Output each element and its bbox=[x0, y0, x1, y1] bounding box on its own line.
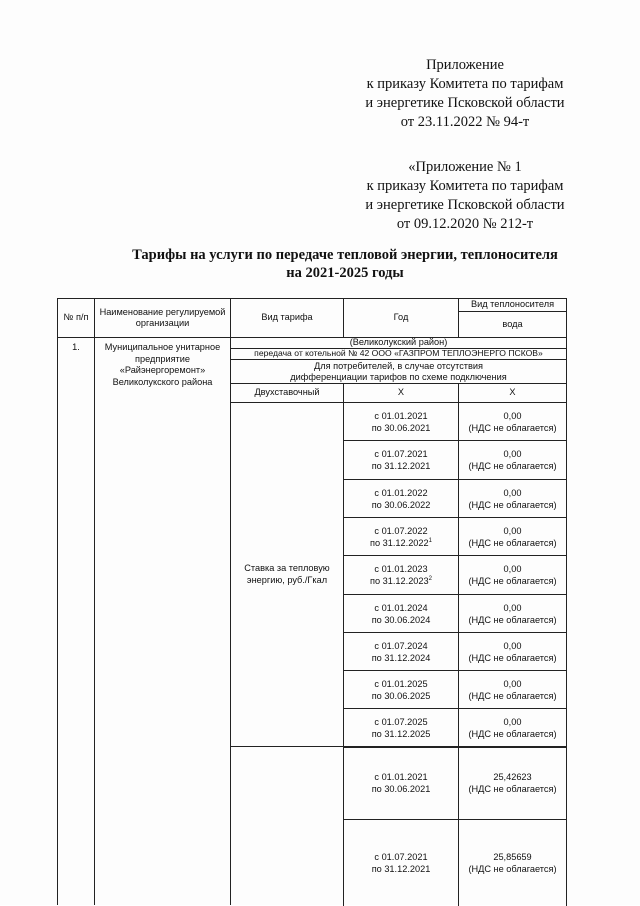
x-cell-year-text: Х bbox=[397, 387, 405, 398]
value-number: 0,00 bbox=[503, 717, 522, 727]
header-tariff-type bbox=[230, 298, 344, 338]
header-num-text: № п/п bbox=[63, 312, 89, 323]
footnote-mark: 1 bbox=[428, 537, 432, 544]
period-from: с 01.07.2021 bbox=[374, 449, 428, 459]
value-note: (НДС не облагается) bbox=[468, 461, 557, 471]
period-to: по 31.12.2021 bbox=[371, 461, 431, 471]
period-cell bbox=[343, 517, 459, 556]
value-cell bbox=[458, 555, 567, 595]
value-number: 0,00 bbox=[503, 564, 522, 574]
period-from: с 01.07.2021 bbox=[374, 852, 428, 862]
value-cell bbox=[458, 708, 567, 748]
rate-label-block2 bbox=[230, 746, 344, 905]
period-cell bbox=[343, 632, 459, 671]
value-number: 0,00 bbox=[503, 525, 522, 536]
period-to-line bbox=[372, 499, 431, 511]
header-water bbox=[458, 311, 567, 338]
header-carrier-text: Вид теплоносителя bbox=[470, 299, 555, 310]
header-org bbox=[94, 298, 231, 338]
period-to-line bbox=[372, 614, 431, 626]
value-number: 0,00 bbox=[503, 602, 522, 613]
row-number-text: 1. bbox=[72, 342, 80, 352]
org-name bbox=[94, 337, 231, 905]
period-to: по 30.06.2025 bbox=[371, 690, 431, 701]
period-to: по 31.12.2025 bbox=[371, 729, 431, 739]
period-cell bbox=[343, 555, 459, 595]
period-from: с 01.07.2024 bbox=[374, 640, 428, 651]
period-to-line bbox=[370, 575, 432, 587]
period-to: по 31.12.2021 bbox=[371, 864, 431, 874]
consumers-row bbox=[230, 359, 567, 384]
value-number: 0,00 bbox=[503, 449, 522, 459]
value-note: (НДС не облагается) bbox=[468, 614, 557, 625]
value-note: (НДС не облагается) bbox=[468, 422, 557, 433]
period-from: с 01.01.2021 bbox=[374, 772, 428, 782]
annex-original-line4: от 09.12.2020 № 212-т bbox=[396, 216, 534, 232]
x-cell-year bbox=[343, 383, 459, 403]
value-cell bbox=[458, 402, 567, 441]
period-from: с 01.07.2022 bbox=[374, 525, 428, 536]
annex-original-line2: к приказу Комитета по тарифам bbox=[366, 178, 564, 194]
value-number: 0,00 bbox=[503, 410, 522, 421]
title-line1: Тарифы на услуги по передаче тепловой энергии, теплоносителя bbox=[132, 247, 558, 263]
period-from: с 01.07.2025 bbox=[374, 717, 428, 727]
value-note: (НДС не облагается) bbox=[468, 652, 557, 663]
period-cell bbox=[343, 440, 459, 480]
header-num bbox=[57, 298, 95, 338]
period-from: с 01.01.2023 bbox=[374, 564, 428, 574]
org-name-text: Муниципальное унитарное предприятие «Райэнергоремонт» Великолукского района bbox=[104, 342, 221, 387]
value-note: (НДС не облагается) bbox=[468, 784, 557, 794]
period-to: по 30.06.2022 bbox=[371, 499, 431, 510]
x-cell-water-text: Х bbox=[509, 387, 516, 398]
period-to-line bbox=[372, 460, 431, 472]
period-from: с 01.01.2025 bbox=[374, 678, 428, 689]
value-number: 25,42623 bbox=[493, 772, 532, 782]
value-note: (НДС не облагается) bbox=[468, 864, 557, 874]
annex-original-line3: и энергетике Псковской области bbox=[365, 197, 565, 213]
period-from: с 01.01.2021 bbox=[374, 410, 428, 421]
district-text: (Великолукский район) bbox=[349, 337, 448, 348]
x-cell-water bbox=[458, 383, 567, 403]
consumers-text: Для потребителей, в случае отсутствия дифференциации тарифов по схеме подключения bbox=[290, 360, 507, 382]
header-org-text: Наименование регулируемой организации bbox=[99, 306, 226, 328]
value-note: (НДС не облагается) bbox=[468, 576, 557, 586]
annex-original-line1: «Приложение № 1 bbox=[408, 159, 522, 175]
value-number: 0,00 bbox=[503, 640, 522, 651]
value-note: (НДС не облагается) bbox=[468, 499, 557, 510]
footnote-mark: 2 bbox=[428, 575, 432, 582]
value-cell bbox=[458, 819, 567, 906]
header-carrier bbox=[458, 298, 567, 312]
value-note: (НДС не облагается) bbox=[468, 690, 557, 701]
period-from: с 01.01.2024 bbox=[374, 602, 428, 613]
row-number bbox=[57, 337, 95, 905]
period-cell bbox=[343, 819, 459, 906]
annex-current-line2: к приказу Комитета по тарифам bbox=[366, 76, 564, 92]
value-number: 0,00 bbox=[503, 678, 522, 689]
value-cell bbox=[458, 594, 567, 633]
header-year-text: Год bbox=[393, 312, 409, 323]
period-to-line bbox=[370, 537, 432, 549]
value-number: 25,85659 bbox=[493, 852, 532, 862]
period-to-line bbox=[372, 422, 431, 434]
period-cell bbox=[343, 594, 459, 633]
header-year bbox=[343, 298, 459, 338]
period-cell bbox=[343, 708, 459, 748]
value-note: (НДС не облагается) bbox=[468, 729, 557, 739]
period-from: с 01.01.2022 bbox=[374, 487, 428, 498]
header-tariff-type-text: Вид тарифа bbox=[261, 312, 313, 323]
period-to: по 30.06.2021 bbox=[371, 422, 431, 433]
tariff-table bbox=[57, 298, 567, 905]
header-water-text: вода bbox=[502, 318, 523, 329]
period-to: по 30.06.2021 bbox=[371, 784, 431, 794]
annex-current bbox=[350, 56, 580, 132]
period-cell bbox=[343, 479, 459, 518]
rate-label bbox=[230, 402, 344, 747]
title-line2: на 2021-2025 годы bbox=[286, 265, 404, 281]
period-to: по 30.06.2024 bbox=[371, 614, 431, 625]
transfer-text: передача от котельной № 42 ООО «ГАЗПРОМ ТЕПЛОЭНЕРГО ПСКОВ» bbox=[254, 348, 543, 359]
period-to-line bbox=[372, 652, 431, 664]
annex-current-line1: Приложение bbox=[426, 57, 504, 73]
two-part-cell bbox=[230, 383, 344, 403]
value-cell bbox=[458, 746, 567, 820]
value-note: (НДС не облагается) bbox=[468, 537, 557, 548]
period-to: по 31.12.2023 bbox=[370, 576, 429, 586]
period-to-line bbox=[372, 690, 431, 702]
value-cell bbox=[458, 632, 567, 671]
annex-original bbox=[350, 158, 580, 234]
value-cell bbox=[458, 517, 567, 556]
two-part-text: Двухставочный bbox=[254, 387, 320, 398]
period-cell bbox=[343, 670, 459, 709]
period-to: по 31.12.2024 bbox=[371, 652, 431, 663]
value-number: 0,00 bbox=[503, 487, 522, 498]
period-to: по 31.12.2022 bbox=[370, 537, 429, 548]
annex-current-line3: и энергетике Псковской области bbox=[365, 95, 565, 111]
value-cell bbox=[458, 440, 567, 480]
value-cell bbox=[458, 479, 567, 518]
annex-current-line4: от 23.11.2022 № 94-т bbox=[400, 114, 530, 130]
document-title bbox=[95, 246, 595, 282]
rate-label-text: Ставка за тепловую энергию, руб./Гкал bbox=[244, 563, 330, 585]
period-to-line bbox=[372, 728, 431, 740]
period-cell bbox=[343, 746, 459, 820]
period-cell bbox=[343, 402, 459, 441]
value-cell bbox=[458, 670, 567, 709]
